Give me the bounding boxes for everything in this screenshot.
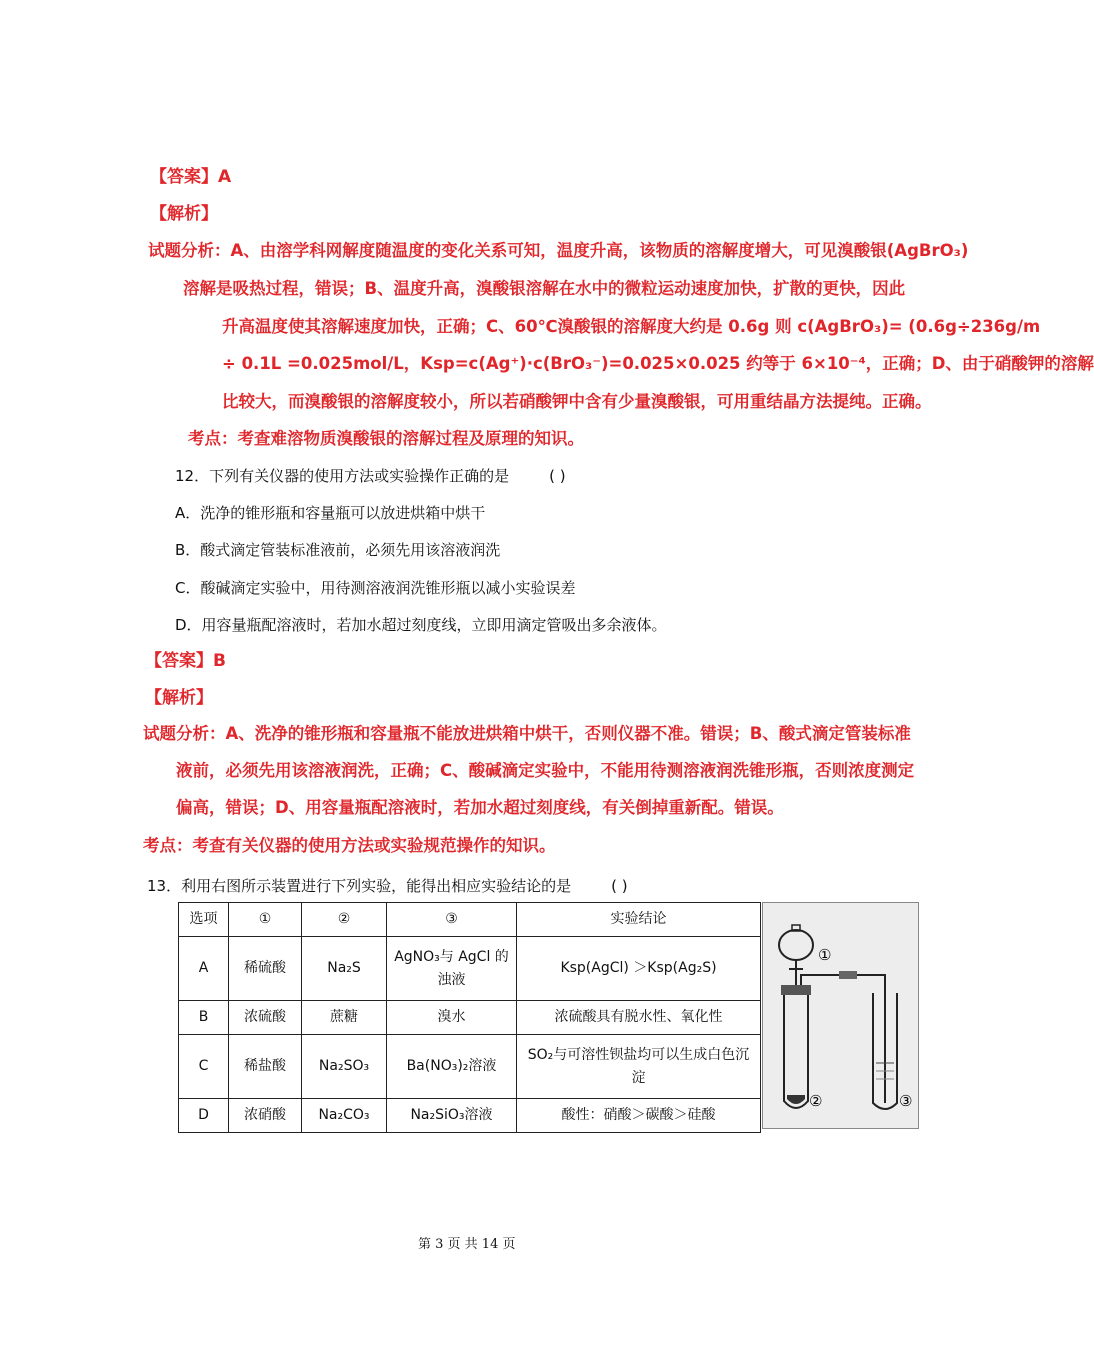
options-table — [178, 902, 761, 1133]
option-a: A．洗净的锥形瓶和容量瓶可以放进烘箱中烘干 — [175, 504, 486, 522]
apparatus-figure — [762, 902, 919, 1129]
analysis-line: 试题分析：A、洗净的锥形瓶和容量瓶不能放进烘箱中烘干，否则仪器不准。错误；B、酸式滴定管装标准 — [143, 724, 911, 743]
table-header-cell: ① — [229, 903, 302, 937]
table-cell: 稀硫酸 — [229, 937, 302, 1001]
table-cell: 浓硫酸具有脱水性、氧化性 — [517, 1001, 761, 1035]
question-stem: 12．下列有关仪器的使用方法或实验操作正确的是 ( ) — [175, 467, 566, 485]
apparatus-diagram — [763, 903, 918, 1128]
table-cell: C — [179, 1035, 229, 1099]
analysis-line: 偏高，错误；D、用容量瓶配溶液时，若加水超过刻度线，有关倒掉重新配。错误。 — [176, 798, 784, 817]
reagent-2-solid — [787, 1095, 805, 1104]
label-3: ③ — [899, 1092, 913, 1110]
answer-label: 【答案】A — [150, 167, 232, 187]
analysis-line: 试题分析：A、由溶学科网解度随温度的变化关系可知，温度升高，该物质的溶解度增大，可见溴酸银(AgBrO₃) — [148, 241, 969, 260]
table-row — [179, 1035, 761, 1099]
table-header-row — [179, 903, 761, 937]
table-cell: Ba(NO₃)₂溶液 — [387, 1035, 517, 1099]
analysis-line: 液前，必须先用该溶液润洗，正确；C、酸碱滴定实验中，不能用待测溶液润洗锥形瓶，否则浓度测定 — [176, 761, 915, 780]
table-cell: Na₂CO₃ — [302, 1099, 387, 1133]
table-cell: Na₂S — [302, 937, 387, 1001]
table-cell: 浓硫酸 — [229, 1001, 302, 1035]
tube-stopper — [781, 985, 811, 995]
table-cell: A — [179, 937, 229, 1001]
table-header-cell: 实验结论 — [517, 903, 761, 937]
table-cell: SO₂与可溶性钡盐均可以生成白色沉淀 — [517, 1035, 761, 1099]
funnel-bulb — [779, 930, 813, 960]
table-header-cell: ② — [302, 903, 387, 937]
table-row — [179, 937, 761, 1001]
table-cell: Na₂SO₃ — [302, 1035, 387, 1099]
analysis-label: 【解析】 — [145, 688, 213, 708]
analysis-line: ÷ 0.1L =0.025mol/L，Ksp=c(Ag⁺)·c(BrO₃⁻)=0.025×0.025 约等于 6×10⁻⁴，正确；D、由于硝酸钾的溶解 — [222, 354, 1094, 373]
table-row — [179, 1001, 761, 1035]
table-cell: 蔗糖 — [302, 1001, 387, 1035]
table-header-cell: 选项 — [179, 903, 229, 937]
table-cell: Ksp(AgCl) ＞Ksp(Ag₂S) — [517, 937, 761, 1001]
analysis-label: 【解析】 — [150, 204, 218, 224]
left-test-tube — [784, 988, 808, 1108]
table-cell: 稀盐酸 — [229, 1035, 302, 1099]
option-b: B．酸式滴定管装标准液前，必须先用该溶液润洗 — [175, 541, 501, 559]
table-header-cell: ③ — [387, 903, 517, 937]
option-c: C．酸碱滴定实验中，用待测溶液润洗锥形瓶以减小实验误差 — [175, 579, 576, 597]
question-stem: 13．利用右图所示装置进行下列实验，能得出相应实验结论的是 ( ) — [147, 877, 628, 895]
table-cell: Na₂SiO₃溶液 — [387, 1099, 517, 1133]
page-footer: 第 3 页 共 14 页 — [418, 1237, 516, 1252]
table-cell: 酸性：硝酸＞碳酸＞硅酸 — [517, 1099, 761, 1133]
label-1: ① — [818, 946, 832, 964]
label-2: ② — [809, 1092, 823, 1110]
table-cell: D — [179, 1099, 229, 1133]
table-cell: AgNO₃与 AgCl 的浊液 — [387, 937, 517, 1001]
table-cell: B — [179, 1001, 229, 1035]
analysis-line: 升高温度使其溶解速度加快，正确；C、60℃溴酸银的溶解度大约是 0.6g 则 c(AgBrO₃)= (0.6g÷236g/m — [222, 317, 1041, 336]
option-d: D．用容量瓶配溶液时，若加水超过刻度线，立即用滴定管吸出多余液体。 — [175, 616, 667, 634]
table-cell: 浓硝酸 — [229, 1099, 302, 1133]
exam-point: 考点：考查难溶物质溴酸银的溶解过程及原理的知识。 — [188, 429, 584, 448]
exam-point: 考点：考查有关仪器的使用方法或实验规范操作的知识。 — [143, 836, 556, 855]
rubber-joint — [839, 971, 857, 979]
table-cell: 溴水 — [387, 1001, 517, 1035]
table-row — [179, 1099, 761, 1133]
analysis-line: 比较大，而溴酸银的溶解度较小，所以若硝酸钾中含有少量溴酸银，可用重结晶方法提纯。正确。 — [222, 392, 932, 411]
answer-label: 【答案】B — [145, 651, 226, 671]
analysis-line: 溶解是吸热过程，错误；B、温度升高，溴酸银溶解在水中的微粒运动速度加快，扩散的更快，因此 — [183, 279, 906, 298]
